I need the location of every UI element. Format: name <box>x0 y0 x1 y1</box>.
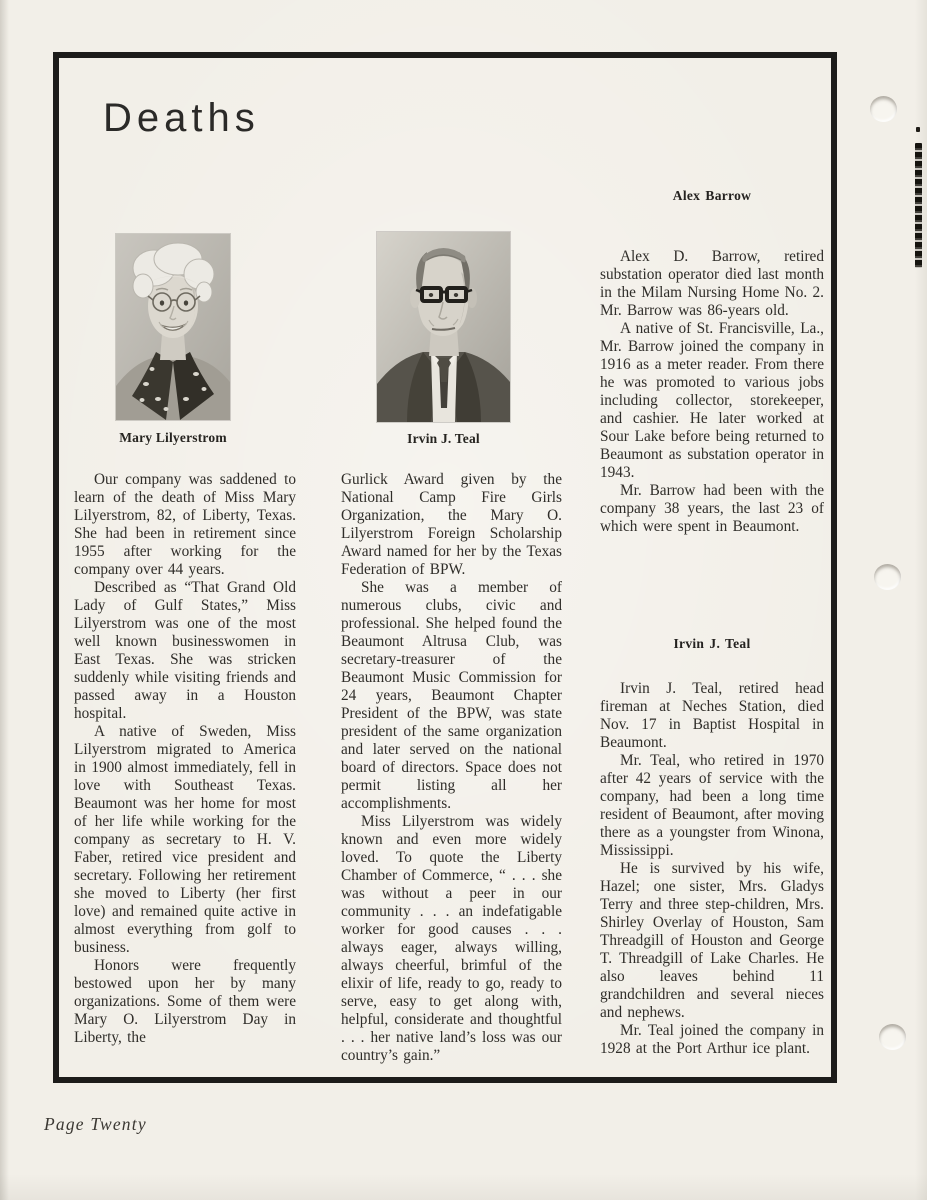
paragraph: A native of Sweden, Miss Lilyerstrom migrated to America in 1900 almost immediately, fell in love with Southeast Texas. Beaumont was her home for most of her life while working for the company as secretary to H. V. Faber, retired vice president and secretary. Following her retirement she moved to Liberty (her first love) and remained quite active in almost everything from golf to business. <box>74 723 296 956</box>
portrait-photo-mary-lilyerstrom <box>116 234 230 420</box>
obituary-column-2 <box>341 471 562 1065</box>
punch-hole-middle <box>874 564 901 590</box>
photo-caption-irvin: Irvin J. Teal <box>407 431 480 446</box>
section-heading-alex-barrow: Alex Barrow <box>672 188 752 203</box>
paragraph: Gurlick Award given by the National Camp Fire Girls Organization, the Mary O. Lilyerstrom Foreign Scholarship Award named for her by the Texas Federation of BPW. <box>341 471 562 578</box>
portrait-photo-irvin-teal <box>377 232 510 422</box>
page-title: Deaths <box>103 96 260 140</box>
paragraph: She was a member of numerous clubs, civic and professional. She helped found the Beaumont Altrusa Club, was secretary-treasurer of the Beaumont Music Commission for 24 years, Beaumont Chapter President of the BPW, was state president of the same organization and later served on the national board of directors. Space does not permit listing all her accomplishments. <box>341 579 562 812</box>
paragraph: Honors were frequently bestowed upon her by many organizations. Some of them were Mary O. Lilyerstrom Day in Liberty, the <box>74 957 296 1046</box>
paragraph: Our company was saddened to learn of the death of Miss Mary Lilyerstrom, 82, of Liberty, Texas. She had been in retirement since 1955 after working for the company over 44 years. <box>74 471 296 578</box>
obituary-section-irvin-teal <box>600 636 824 1058</box>
paragraph: Alex D. Barrow, retired substation operator died last month in the Milam Nursing Home No. 2. Mr. Barrow was 86-years old. <box>600 248 824 319</box>
paragraph: A native of St. Francisville, La., Mr. Barrow joined the company in 1916 as a meter reader. From there he was promoted to various jobs including collector, storekeeper, and cashier. He later worked at Sour Lake before being returned to Beaumont as substation operator in 1943. <box>600 320 824 481</box>
punch-hole-bottom <box>879 1024 906 1050</box>
paragraph: He is survived by his wife, Hazel; one sister, Mrs. Gladys Terry and three step-children, Mrs. Shirley Overlay of Houston, Sam Threadgill of Houston and George T. Threadgill of Lake Charles. He also leaves behind 11 grandchildren and several nieces and nephews. <box>600 860 824 1021</box>
obituary-section-alex-barrow <box>600 188 824 536</box>
portrait-mary-illustration <box>116 234 230 420</box>
paragraph: Miss Lilyerstrom was widely known and even more widely loved. To quote the Liberty Chamber of Commerce, “ . . . she was without a peer in our community . . . an indefatigable worker for good causes . . . always eager, always willing, always cheerful, brimful of the elixir of life, ready to go, ready to serve, easy to get along with, helpful, considerate and thoughtful . . . her native land’s loss was our country’s gain.” <box>341 813 562 1064</box>
paragraph: Described as “That Grand Old Lady of Gulf States,” Miss Lilyerstrom was one of the most well known businesswomen in East Texas. She was stricken suddenly while visiting friends and passed away in a Houston hospital. <box>74 579 296 722</box>
paragraph: Mr. Teal joined the company in 1928 at the Port Arthur ice plant. <box>600 1022 824 1057</box>
paragraph: Mr. Barrow had been with the company 38 years, the last 23 of which were spent in Beaumont. <box>600 482 824 535</box>
photo-caption-mary: Mary Lilyerstrom <box>119 430 227 445</box>
footer-page-number: Page Twenty <box>44 1114 147 1134</box>
paragraph: Mr. Teal, who retired in 1970 after 42 years of service with the company, had been a long time resident of Beaumont, after moving there as a youngster from Winona, Mississippi. <box>600 752 824 859</box>
punch-hole-top <box>870 96 897 122</box>
section-heading-irvin-teal: Irvin J. Teal <box>673 636 751 651</box>
paragraph: Irvin J. Teal, retired head fireman at Neches Station, died Nov. 17 in Baptist Hospital in Beaumont. <box>600 680 824 751</box>
portrait-irvin-illustration <box>377 232 510 422</box>
scan-edge-dot <box>916 127 920 132</box>
scan-edge-binding-mark <box>915 143 922 268</box>
obituary-column-1 <box>74 471 296 1047</box>
